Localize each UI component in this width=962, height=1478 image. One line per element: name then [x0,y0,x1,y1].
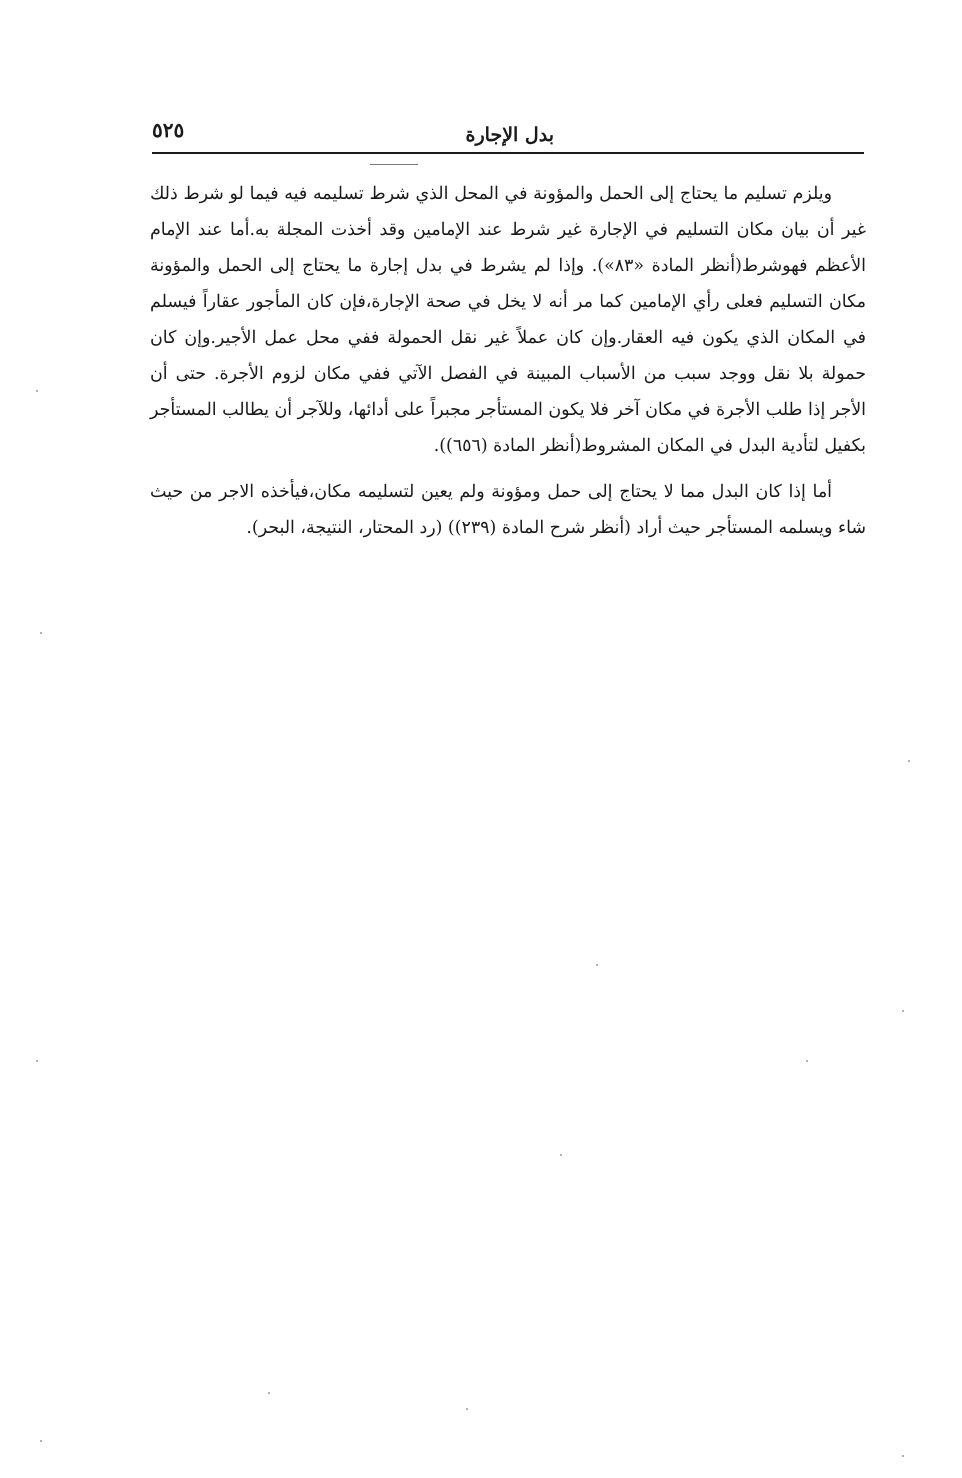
scan-speck [596,964,598,966]
scan-speck [902,1010,904,1012]
body-text [150,176,866,546]
scan-speck [560,1154,562,1156]
scan-speck [902,1455,904,1457]
page-number: ٥٢٥ [152,118,185,142]
scan-speck [466,1408,468,1410]
header-rule [152,152,864,154]
scan-speck [40,632,42,634]
scan-speck [908,760,910,762]
short-divider [370,164,418,165]
scan-speck [268,1392,270,1394]
scan-speck [36,1060,38,1062]
paragraph-2: أما إذا كان البدل مما لا يحتاج إلى حمل ومؤونة ولم يعين لتسليمه مكان،فيأخذه الاجر من حيث شاء ويسلمه المستأجر حيث أراد (أنظر شرح المادة (٢٣٩)) (رد المحتار، النتيجة، البحر). [150,482,866,538]
page-header [152,112,864,154]
scan-speck [806,1060,808,1062]
scan-speck [36,390,38,392]
scan-speck [40,1440,42,1442]
running-title: بدل الإجارة [465,124,554,146]
paragraph-1: ويلزم تسليم ما يحتاج إلى الحمل والمؤونة في المحل الذي شرط تسليمه فيه فيما لو شرط ذلك غير أن بيان مكان التسليم في الإجارة غير شرط عند الإمامين وقد أخذت المجلة به.أما عند الإمام الأعظم فهوشرط(أنظر المادة «٨٣»). وإذا لم يشرط في بدل إجارة ما يحتاج إلى الحمل والمؤونة مكان التسليم فعلى رأي الإمامين كما مر أنه لا يخل في صحة الإجارة،فإن كان المأجور عقاراً فيسلم في المكان الذي يكون فيه العقار.وإن كان عملاً غير نقل الحمولة ففي محل عمل الأجير.وإن كان حمولة بلا نقل ووجد سبب من الأسباب المبينة في الفصل الآتي ففي مكان لزوم الأجرة. حتى أن الأجر إذا طلب الأجرة في مكان آخر فلا يكون المستأجر مجبراً على أدائها، وللآجر أن يطالب المستأجر بكفيل لتأدية البدل في المكان المشروط(أنظر المادة (٦٥٦)). [150,184,866,456]
